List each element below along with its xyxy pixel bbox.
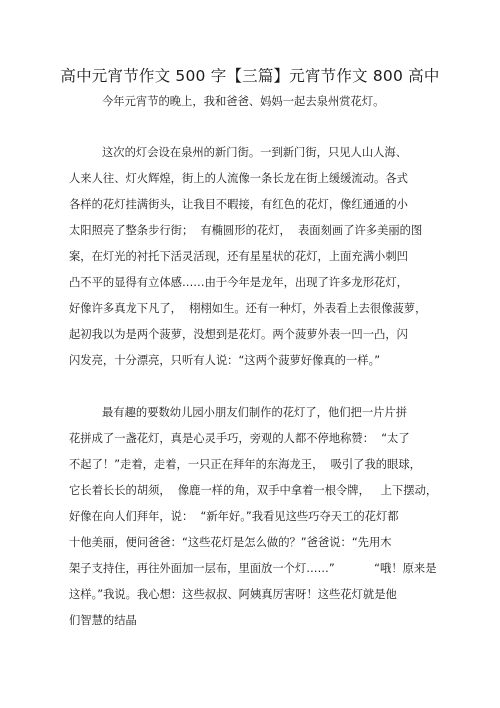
paragraph-line: 闪发亮，十分漂亮，只听有人说：“这两个菠萝好像真的一样。” <box>69 354 381 367</box>
paragraph-line: 它长着长长的胡须， 像鹿一样的角，双手中拿着一根令牌， 上下摆动， <box>69 484 438 497</box>
paragraph-line: 案，在灯光的衬托下活灵活现，还有星星状的花灯，上面充满小刺凹 <box>69 250 408 263</box>
paragraph-line: 好像在向人们拜年，说： “新年好。”我看见这些巧夺天工的花灯都 <box>69 510 399 523</box>
paragraph-line: 们智慧的结晶 <box>69 614 137 627</box>
paragraph-line: 太阳照亮了整条步行街； 有椭圆形的花灯， 表面刻画了许多美丽的图 <box>69 224 423 237</box>
paragraph-line: 各样的花灯挂满街头，让我目不暇接，有红色的花灯，像红通通的小 <box>69 198 408 211</box>
paragraph-line: 这样。”我说。我心想：这些叔叔、阿姨真厉害呀！这些花灯就是他 <box>69 588 397 601</box>
paragraph-line: 花拼成了一盏花灯，真是心灵手巧，旁观的人都不停地称赞： “太了 <box>69 432 410 445</box>
paragraph-line: 十他美丽，便问爸爸：“这些花灯是怎么做的？”爸爸说：“先用木 <box>69 536 392 549</box>
paragraph-line: 人来人往、灯火辉煌，街上的人流像一条长龙在街上缓缓流动。各式 <box>69 172 408 185</box>
paragraph-line: 这次的灯会设在泉州的新门街。一到新门街，只见人山人海、 <box>102 146 408 159</box>
paragraph-line: 好像许多真龙下凡了， 栩栩如生。还有一种灯，外表看上去很像菠萝， <box>69 302 427 315</box>
paragraph-line: 架子支持住，再往外面加一层布，里面放一个灯……” “哦！原来是 <box>69 562 437 575</box>
document-title: 高中元宵节作文 500 字【三篇】元宵节作文 800 高中 <box>60 67 440 85</box>
paragraph-line: 最有趣的要数幼儿园小朋友们制作的花灯了，他们把一片片拼 <box>102 406 408 419</box>
paragraph-line: 起初我以为是两个菠萝，没想到是花灯。两个菠萝外表一凹一凸，闪 <box>69 328 408 341</box>
paragraph-line: 不起了！”走着，走着，一只正在拜年的东海龙王， 吸引了我的眼球， <box>69 458 421 471</box>
paragraph-line: 凸不平的显得有立体感……由于今年是龙年，出现了许多龙形花灯， <box>69 276 408 289</box>
intro-line: 今年元宵节的晚上，我和爸爸、妈妈一起去泉州赏花灯。 <box>102 95 385 108</box>
